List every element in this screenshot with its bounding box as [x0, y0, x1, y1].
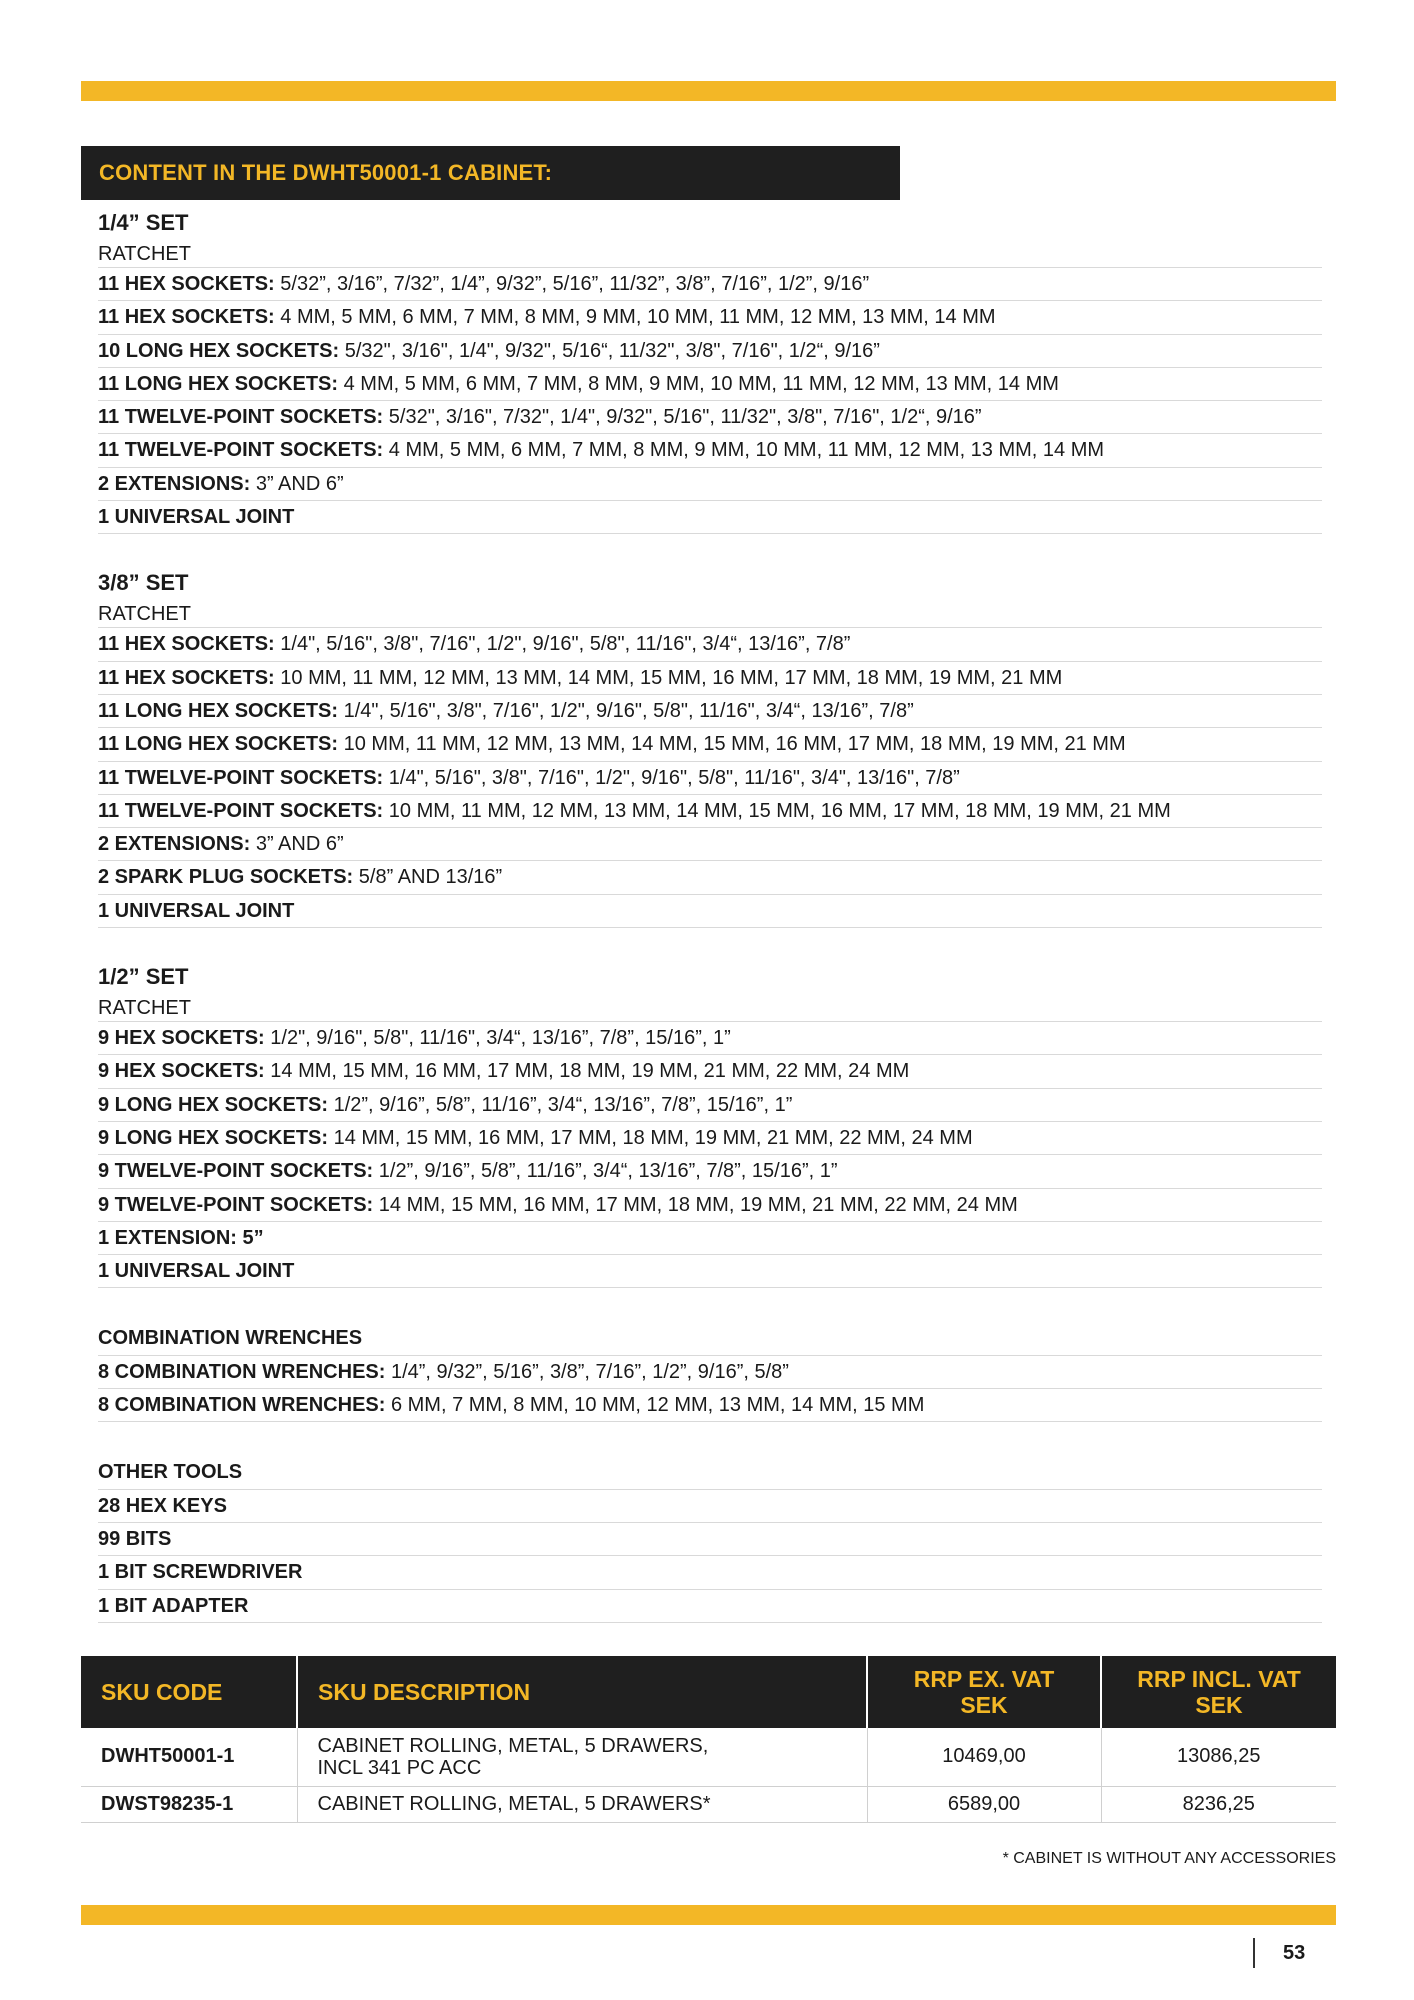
content-header: [81, 146, 900, 200]
list-item: [98, 1590, 1322, 1623]
price-incl-vat-cell: 13086,25: [1101, 1728, 1336, 1786]
spacer: [98, 534, 1322, 566]
item-label: 11 TWELVE-POINT SOCKETS:: [98, 439, 384, 462]
item-label: 9 LONG HEX SOCKETS:: [98, 1093, 329, 1116]
item-label: 11 TWELVE-POINT SOCKETS:: [98, 799, 384, 822]
list-item: [98, 895, 1322, 928]
group-title: OTHER TOOLS: [98, 1456, 1322, 1489]
header-line: SEK: [1195, 1692, 1243, 1718]
item-value: 1/2”, 9/16”, 5/8”, 11/16”, 3/4“, 13/16”, 7/8”, 15/16”, 1”: [373, 1160, 838, 1183]
header-line: SEK: [960, 1692, 1008, 1718]
item-label: 99 BITS: [98, 1527, 172, 1550]
sku-description-cell: [297, 1786, 867, 1822]
sku-table: [81, 1656, 1336, 1823]
list-item: [98, 628, 1322, 661]
item-value: 14 MM, 15 MM, 16 MM, 17 MM, 18 MM, 19 MM, 21 MM, 22 MM, 24 MM: [373, 1193, 1018, 1216]
list-item: [98, 1389, 1322, 1422]
header-line: RRP EX. VAT: [913, 1666, 1055, 1692]
table-row: [81, 1786, 1336, 1822]
footnote: * CABINET IS WITHOUT ANY ACCESSORIES: [1002, 1850, 1336, 1867]
price-ex-vat-cell: 6589,00: [867, 1786, 1101, 1822]
item-label: 2 EXTENSIONS:: [98, 833, 251, 856]
list-item: [98, 468, 1322, 501]
content-header-title: CONTENT IN THE DWHT50001-1 CABINET:: [99, 160, 553, 185]
bottom-accent-bar: [81, 1905, 1336, 1925]
item-label: 11 HEX SOCKETS:: [98, 633, 275, 656]
set-title: 1/2” SET: [98, 964, 189, 990]
item-value: 5/8” AND 13/16”: [353, 866, 503, 889]
list-item: [98, 1055, 1322, 1088]
price-incl-vat-cell: 8236,25: [1101, 1786, 1336, 1822]
list-item: [98, 335, 1322, 368]
spacer: [98, 1422, 1322, 1456]
page-number: 53: [1283, 1942, 1306, 1964]
item-label: 11 TWELVE-POINT SOCKETS:: [98, 406, 384, 429]
item-value: 1/4", 5/16", 3/8", 7/16", 1/2", 9/16", 5/8", 11/16", 3/4“, 13/16”, 7/8”: [274, 633, 851, 656]
list-item: [98, 662, 1322, 695]
column-header: [867, 1656, 1101, 1728]
item-label: 28 HEX KEYS: [98, 1494, 227, 1517]
item-value: 5/32", 3/16", 1/4", 9/32", 5/16“, 11/32", 3/8", 7/16", 1/2“, 9/16”: [339, 339, 880, 362]
set-section: [98, 206, 1322, 534]
item-label: 11 LONG HEX SOCKETS:: [98, 372, 339, 395]
list-item: [98, 401, 1322, 434]
set-section: [98, 960, 1322, 1288]
page-divider: [1253, 1938, 1255, 1968]
wrenches-section: [98, 1322, 1322, 1422]
list-item: [98, 762, 1322, 795]
item-label: 1 UNIVERSAL JOINT: [98, 506, 295, 529]
item-value: 10 MM, 11 MM, 12 MM, 13 MM, 14 MM, 15 MM, 16 MM, 17 MM, 18 MM, 19 MM, 21 MM: [338, 733, 1126, 756]
spacer: [98, 1288, 1322, 1322]
item-value: 4 MM, 5 MM, 6 MM, 7 MM, 8 MM, 9 MM, 10 MM, 11 MM, 12 MM, 13 MM, 14 MM: [274, 306, 996, 329]
item-value: 14 MM, 15 MM, 16 MM, 17 MM, 18 MM, 19 MM, 21 MM, 22 MM, 24 MM: [264, 1060, 910, 1083]
content-list: [98, 206, 1322, 1623]
set-title: 3/8” SET: [98, 570, 189, 596]
list-item: [98, 1122, 1322, 1155]
item-label: 8 COMBINATION WRENCHES:: [98, 1360, 386, 1383]
table-header-row: [81, 1656, 1336, 1728]
item-label: 11 LONG HEX SOCKETS:: [98, 699, 339, 722]
column-header: SKU DESCRIPTION: [297, 1656, 867, 1728]
item-label: 9 LONG HEX SOCKETS:: [98, 1126, 329, 1149]
list-item: [98, 1089, 1322, 1122]
item-label: 11 LONG HEX SOCKETS:: [98, 733, 339, 756]
item-value: 3” AND 6”: [250, 833, 344, 856]
item-label: 1 EXTENSION: 5”: [98, 1226, 264, 1249]
item-label: 9 HEX SOCKETS:: [98, 1060, 265, 1083]
item-label: 9 TWELVE-POINT SOCKETS:: [98, 1193, 374, 1216]
item-label: 11 HEX SOCKETS:: [98, 666, 275, 689]
list-item: [98, 1155, 1322, 1188]
item-label: 9 HEX SOCKETS:: [98, 1027, 265, 1050]
header-line: RRP INCL. VAT: [1137, 1666, 1301, 1692]
item-label: 2 EXTENSIONS:: [98, 472, 251, 495]
list-item: [98, 268, 1322, 301]
set-subtitle: RATCHET: [98, 994, 1322, 1022]
item-value: 1/4”, 9/32”, 5/16”, 3/8”, 7/16”, 1/2”, 9/16”, 5/8”: [385, 1360, 789, 1383]
item-value: 10 MM, 11 MM, 12 MM, 13 MM, 14 MM, 15 MM, 16 MM, 17 MM, 18 MM, 19 MM, 21 MM: [274, 666, 1063, 689]
item-value: 6 MM, 7 MM, 8 MM, 10 MM, 12 MM, 13 MM, 14 MM, 15 MM: [385, 1394, 925, 1417]
item-value: 1/2", 9/16", 5/8", 11/16", 3/4“, 13/16”, 7/8”, 15/16”, 1”: [264, 1027, 731, 1050]
list-item: [98, 368, 1322, 401]
item-label: 11 TWELVE-POINT SOCKETS:: [98, 766, 384, 789]
price-ex-vat-cell: 10469,00: [867, 1728, 1101, 1786]
item-value: 4 MM, 5 MM, 6 MM, 7 MM, 8 MM, 9 MM, 10 MM, 11 MM, 12 MM, 13 MM, 14 MM: [383, 439, 1105, 462]
sku-description-cell: [297, 1728, 867, 1786]
list-item: [98, 1523, 1322, 1556]
sku-code-cell: DWHT50001-1: [81, 1728, 297, 1786]
list-item: [98, 795, 1322, 828]
description-line: CABINET ROLLING, METAL, 5 DRAWERS*: [317, 1793, 711, 1815]
item-value: 5/32”, 3/16”, 7/32”, 1/4”, 9/32”, 5/16”, 11/32”, 3/8”, 7/16”, 1/2”, 9/16”: [274, 273, 870, 295]
item-value: 5/32", 3/16", 7/32", 1/4", 9/32", 5/16", 11/32", 3/8", 7/16", 1/2“, 9/16”: [383, 406, 982, 429]
item-value: 3” AND 6”: [250, 472, 344, 495]
item-label: 11 HEX SOCKETS:: [98, 273, 275, 295]
description-line: INCL 341 PC ACC: [317, 1756, 482, 1779]
item-value: 14 MM, 15 MM, 16 MM, 17 MM, 18 MM, 19 MM, 21 MM, 22 MM, 24 MM: [328, 1126, 973, 1149]
spacer: [98, 928, 1322, 960]
list-item: [98, 1022, 1322, 1055]
list-item: [98, 695, 1322, 728]
list-item: [98, 728, 1322, 761]
list-item: [98, 1556, 1322, 1589]
item-value: 1/2”, 9/16”, 5/8”, 11/16”, 3/4“, 13/16”, 7/8”, 15/16”, 1”: [328, 1093, 793, 1116]
item-label: 1 UNIVERSAL JOINT: [98, 899, 295, 922]
list-item: [98, 861, 1322, 894]
list-item: [98, 501, 1322, 534]
table-row: [81, 1728, 1336, 1786]
group-title: COMBINATION WRENCHES: [98, 1322, 1322, 1355]
top-accent-bar: [81, 81, 1336, 101]
set-subtitle: RATCHET: [98, 600, 1322, 628]
item-label: 8 COMBINATION WRENCHES:: [98, 1394, 386, 1417]
item-label: 1 BIT SCREWDRIVER: [98, 1561, 303, 1584]
item-label: 10 LONG HEX SOCKETS:: [98, 339, 340, 362]
column-header: SKU CODE: [81, 1656, 297, 1728]
list-item: [98, 1222, 1322, 1255]
item-value: 4 MM, 5 MM, 6 MM, 7 MM, 8 MM, 9 MM, 10 MM, 11 MM, 12 MM, 13 MM, 14 MM: [338, 372, 1059, 395]
set-section: [98, 566, 1322, 928]
other-tools-section: [98, 1456, 1322, 1622]
item-label: 9 TWELVE-POINT SOCKETS:: [98, 1160, 374, 1183]
item-label: 1 UNIVERSAL JOINT: [98, 1260, 295, 1283]
item-value: 10 MM, 11 MM, 12 MM, 13 MM, 14 MM, 15 MM, 16 MM, 17 MM, 18 MM, 19 MM, 21 MM: [383, 799, 1171, 822]
list-item: [98, 1189, 1322, 1222]
description-line: CABINET ROLLING, METAL, 5 DRAWERS,: [317, 1734, 709, 1757]
item-label: 1 BIT ADAPTER: [98, 1594, 249, 1617]
column-header: [1101, 1656, 1336, 1728]
sku-code-cell: DWST98235-1: [81, 1786, 297, 1822]
list-item: [98, 301, 1322, 334]
list-item: [98, 1356, 1322, 1389]
list-item: [98, 828, 1322, 861]
item-value: 1/4", 5/16", 3/8", 7/16", 1/2", 9/16", 5/8", 11/16", 3/4", 13/16", 7/8”: [383, 766, 960, 789]
item-label: 11 HEX SOCKETS:: [98, 306, 275, 329]
list-item: [98, 434, 1322, 467]
list-item: [98, 1490, 1322, 1523]
set-subtitle: RATCHET: [98, 240, 1322, 268]
list-item: [98, 1255, 1322, 1288]
item-value: 1/4", 5/16", 3/8", 7/16", 1/2", 9/16", 5/8", 11/16", 3/4“, 13/16”, 7/8”: [338, 699, 914, 722]
item-label: 2 SPARK PLUG SOCKETS:: [98, 866, 354, 889]
set-title: 1/4” SET: [98, 210, 189, 235]
